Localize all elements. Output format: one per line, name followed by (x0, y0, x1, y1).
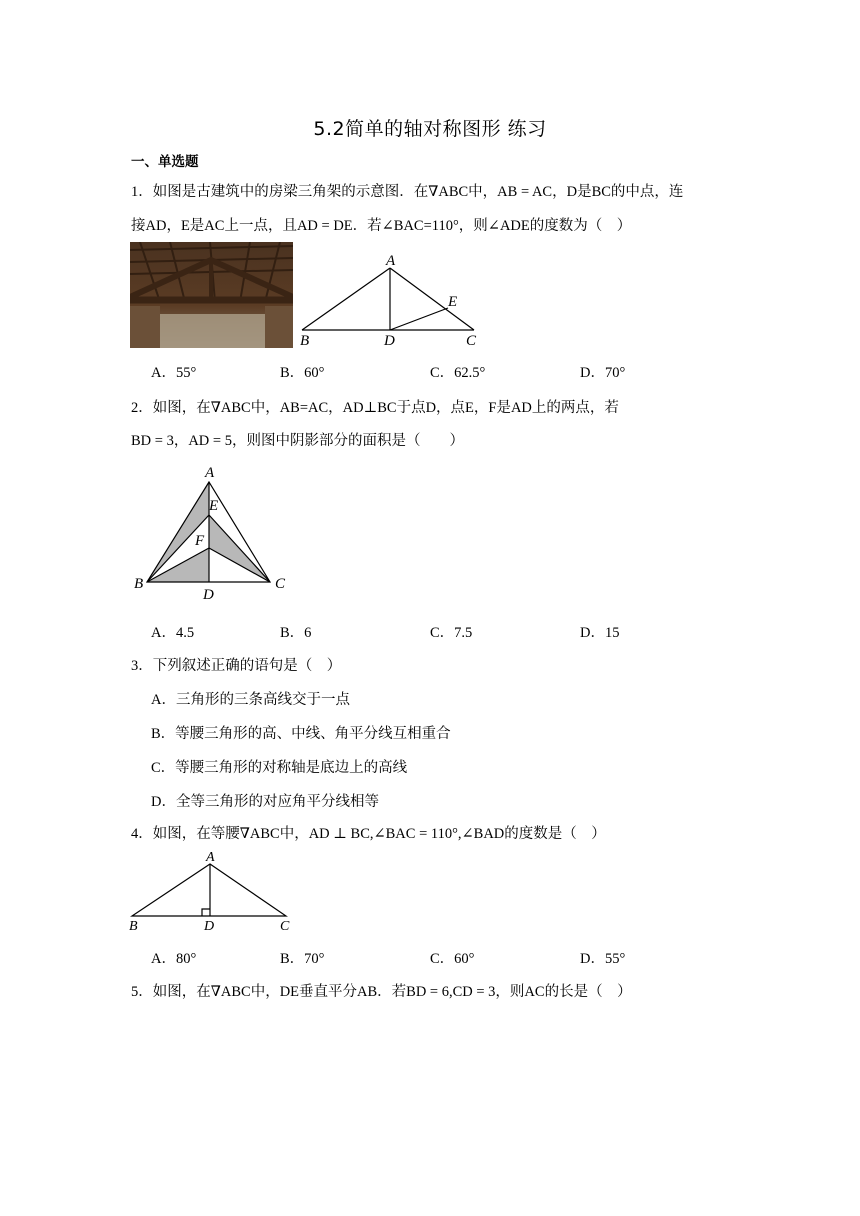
q3-option-c: C．等腰三角形的对称轴是底边上的高线 (151, 760, 408, 776)
q4-label-c: C (280, 919, 290, 934)
q3-option-b: B．等腰三角形的高、中线、角平分线互相重合 (151, 726, 451, 742)
q4-label-b: B (129, 919, 138, 934)
q4-label-a: A (206, 850, 215, 865)
q2-label-a: A (205, 465, 215, 481)
q4-label-d: D (204, 919, 215, 934)
q5-stem: 5．如图，在∇ABC中，DE垂直平分AB．若BD = 6,CD = 3，则AC的长是（ ） (131, 984, 632, 1000)
q2-label-e: E (209, 498, 219, 514)
q4-option-d: D．55° (580, 951, 626, 967)
q2-figure (130, 460, 300, 605)
q1-option-d: D．70° (580, 365, 626, 381)
q1-option-b: B．60° (280, 365, 325, 381)
q1-stem-line2: 接AD，E是AC上一点，且AD = DE．若∠BAC=110°，则∠ADE的度数为（ ） (131, 218, 632, 234)
section-heading: 一、单选题 (131, 154, 199, 170)
q1-label-e: E (448, 294, 458, 310)
q2-option-a: A．4.5 (151, 625, 195, 641)
page-title: 5.2简单的轴对称图形 练习 (313, 118, 547, 140)
q2-option-d: D．15 (580, 625, 620, 641)
q2-stem-line1: 2．如图，在∇ABC中，AB=AC，AD⊥BC于点D，点E，F是AD上的两点，若 (131, 400, 619, 416)
q1-stem-line1: 1．如图是古建筑中的房梁三角架的示意图．在∇ABC中，AB = AC，D是BC的中点，连 (131, 184, 684, 200)
q2-option-b: B．6 (280, 625, 312, 641)
q1-label-c: C (466, 333, 477, 349)
q1-option-c: C．62.5° (430, 365, 486, 381)
q4-figure (126, 848, 296, 936)
q2-label-d: D (203, 587, 214, 603)
q1-label-a: A (386, 253, 396, 269)
q1-option-a: A．55° (151, 365, 197, 381)
q4-stem: 4．如图，在等腰∇ABC中，AD ⊥ BC,∠BAC = 110°,∠BAD的度数是（ ） (131, 826, 606, 842)
q1-photo (130, 242, 293, 348)
q2-label-c: C (275, 576, 286, 592)
q1-figure (298, 250, 488, 350)
q4-option-a: A．80° (151, 951, 197, 967)
q2-stem-line2: BD = 3，AD = 5，则图中阴影部分的面积是（ ） (131, 433, 464, 449)
q2-label-f: F (195, 533, 205, 549)
q1-label-d: D (384, 333, 395, 349)
q4-option-c: C．60° (430, 951, 475, 967)
q3-option-d: D．全等三角形的对应角平分线相等 (151, 794, 379, 810)
q2-label-b: B (134, 576, 144, 592)
q2-option-c: C．7.5 (430, 625, 473, 641)
q4-option-b: B．70° (280, 951, 325, 967)
q3-stem: 3．下列叙述正确的语句是（ ） (131, 658, 342, 674)
q1-label-b: B (300, 333, 310, 349)
q3-option-a: A．三角形的三条高线交于一点 (151, 692, 350, 708)
